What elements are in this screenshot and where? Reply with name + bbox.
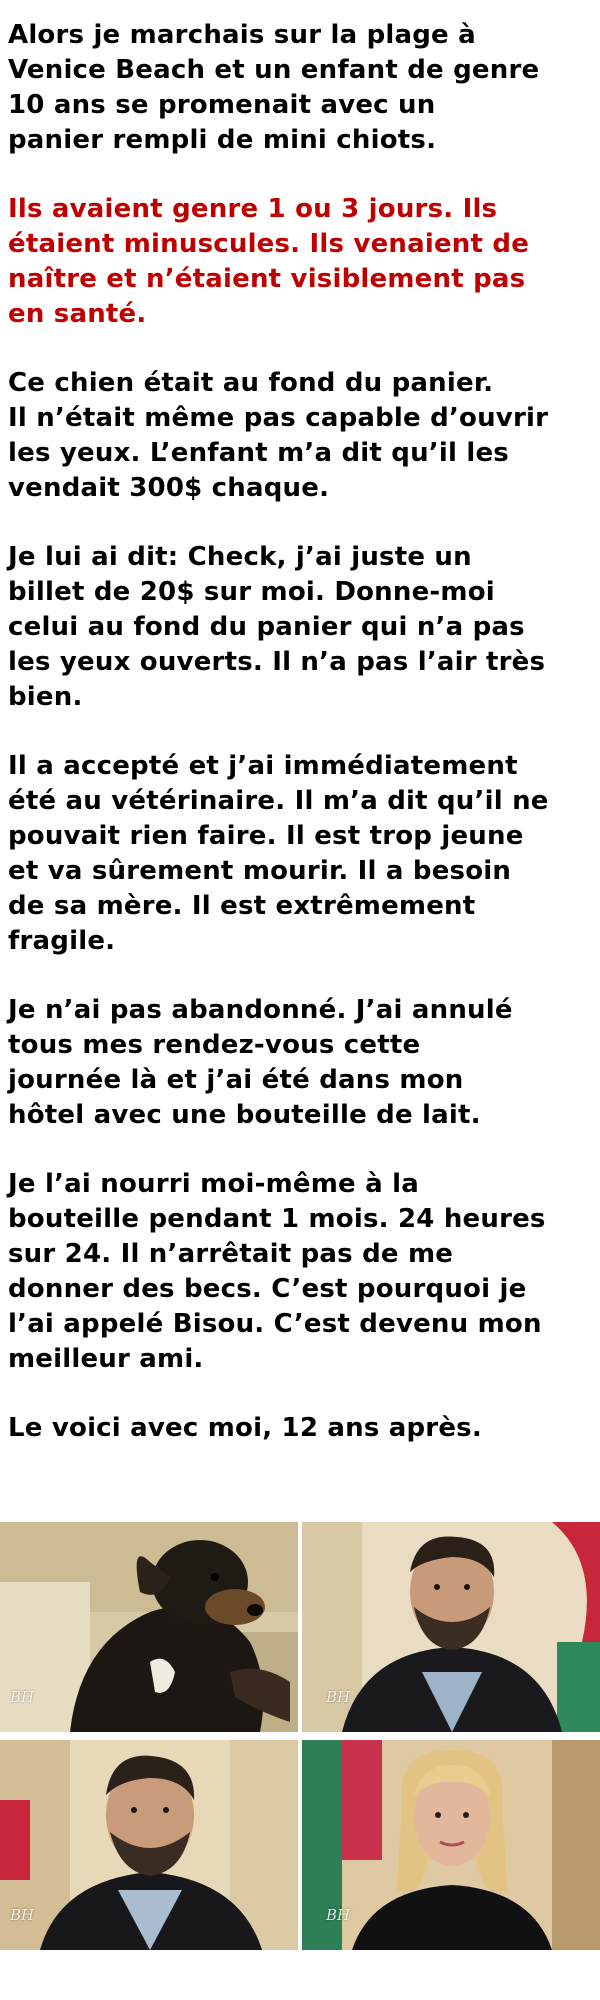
woman-photo [302, 1740, 600, 1950]
dog-photo [0, 1522, 298, 1732]
story-paragraph-5: Il a accepté et j’ai immédiatement été au vétérinaire. Il m’a dit qu’il ne pouvait rien faire. Il est trop jeune et va sûrement mourir. Il a besoin de sa mère. Il est extrêmement fragile. [8, 751, 549, 956]
watermark: BH [326, 1906, 351, 1924]
watermark: BH [10, 1688, 35, 1706]
photo-grid [0, 1522, 600, 1950]
story-paragraph-2: Ils avaient genre 1 ou 3 jours. Ils étaient minuscules. Ils venaient de naître et n’étaient visiblement pas en santé. [8, 194, 530, 329]
man-photo-1 [302, 1522, 600, 1732]
story-text [8, 18, 594, 1480]
watermark: BH [10, 1906, 35, 1924]
man-photo-2 [0, 1740, 298, 1950]
story-paragraph-7: Je l’ai nourri moi-même à la bouteille pendant 1 mois. 24 heures sur 24. Il n’arrêtait pas de me donner des becs. C’est pourquoi je l’ai appelé Bisou. C’est devenu mon meilleur ami. [8, 1169, 546, 1374]
dog-image [0, 1522, 298, 1732]
story-paragraph-6: Je n’ai pas abandonné. J’ai annulé tous mes rendez-vous cette journée là et j’ai été dans mon hôtel avec une bouteille de lait. [8, 995, 513, 1130]
story-paragraph-3: Ce chien était au fond du panier. Il n’était même pas capable d’ouvrir les yeux. L’enfant m’a dit qu’il les vendait 300$ chaque. [8, 368, 549, 503]
story-paragraph-8: Le voici avec moi, 12 ans après. [8, 1413, 482, 1443]
watermark: BH [326, 1688, 351, 1706]
man-image-2 [0, 1740, 298, 1950]
story-paragraph-4: Je lui ai dit: Check, j’ai juste un billet de 20$ sur moi. Donne-moi celui au fond du panier qui n’a pas les yeux ouverts. Il n’a pas l’air très bien. [8, 542, 546, 712]
story-paragraph-1: Alors je marchais sur la plage à Venice Beach et un enfant de genre 10 ans se promenait avec un panier rempli de mini chiots. [8, 20, 540, 155]
